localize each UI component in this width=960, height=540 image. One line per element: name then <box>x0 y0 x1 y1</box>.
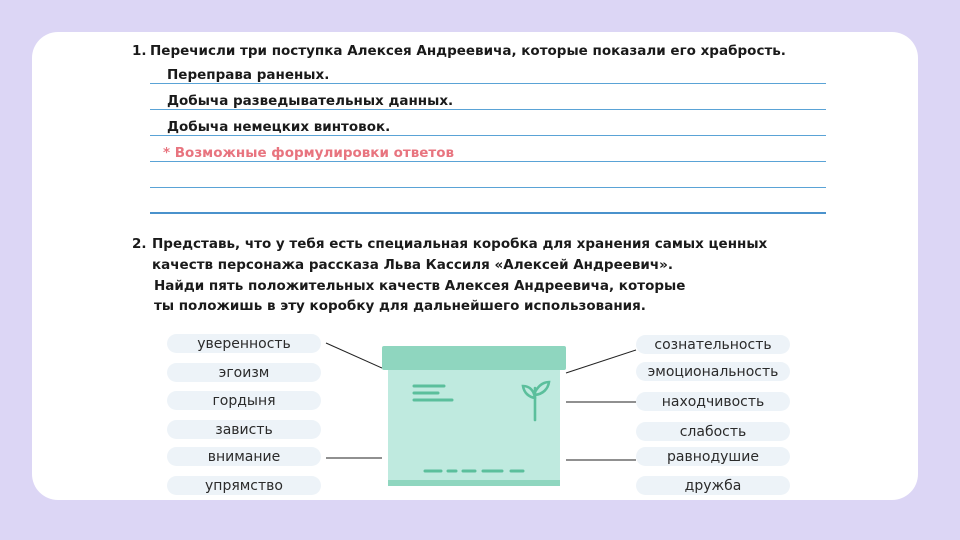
question-2-line-1: Представь, что у тебя есть специальная коробка для хранения самых ценных <box>152 236 768 252</box>
question-2-line-2: качеств персонажа рассказа Льва Кассиля «Алексей Андреевич». <box>152 257 674 273</box>
answer-2: Добыча разведывательных данных. <box>167 93 454 109</box>
box-body <box>388 360 560 486</box>
word-right-5[interactable]: равнодушие <box>636 447 790 466</box>
question-2-number: 2. <box>132 236 147 252</box>
word-left-5[interactable]: внимание <box>167 447 321 466</box>
word-left-6[interactable]: упрямство <box>167 476 321 495</box>
question-2-line-3: Найди пять положительных качеств Алексея Андреевича, которые <box>154 278 686 294</box>
answer-1: Переправа раненых. <box>167 67 330 83</box>
word-right-4[interactable]: слабость <box>636 422 790 441</box>
question-2-line-4: ты положишь в эту коробку для дальнейшего использования. <box>154 298 646 314</box>
box-lid <box>382 346 566 370</box>
question-1-number: 1. <box>132 43 147 59</box>
word-left-4[interactable]: зависть <box>167 420 321 439</box>
word-right-3[interactable]: находчивость <box>636 392 790 411</box>
answer-3: Добыча немецких винтовок. <box>167 119 391 135</box>
word-left-2[interactable]: эгоизм <box>167 363 321 382</box>
word-right-1[interactable]: сознательность <box>636 335 790 354</box>
word-right-2[interactable]: эмоциональность <box>636 362 790 381</box>
question-1-text: Перечисли три поступка Алексея Андреевича, которые показали его храбрость. <box>150 43 786 59</box>
box-bottom-edge <box>388 480 560 486</box>
word-right-6[interactable]: дружба <box>636 476 790 495</box>
answers-note: * Возможные формулировки ответов <box>163 145 455 161</box>
word-left-3[interactable]: гордыня <box>167 391 321 410</box>
word-left-1[interactable]: уверенность <box>167 334 321 353</box>
